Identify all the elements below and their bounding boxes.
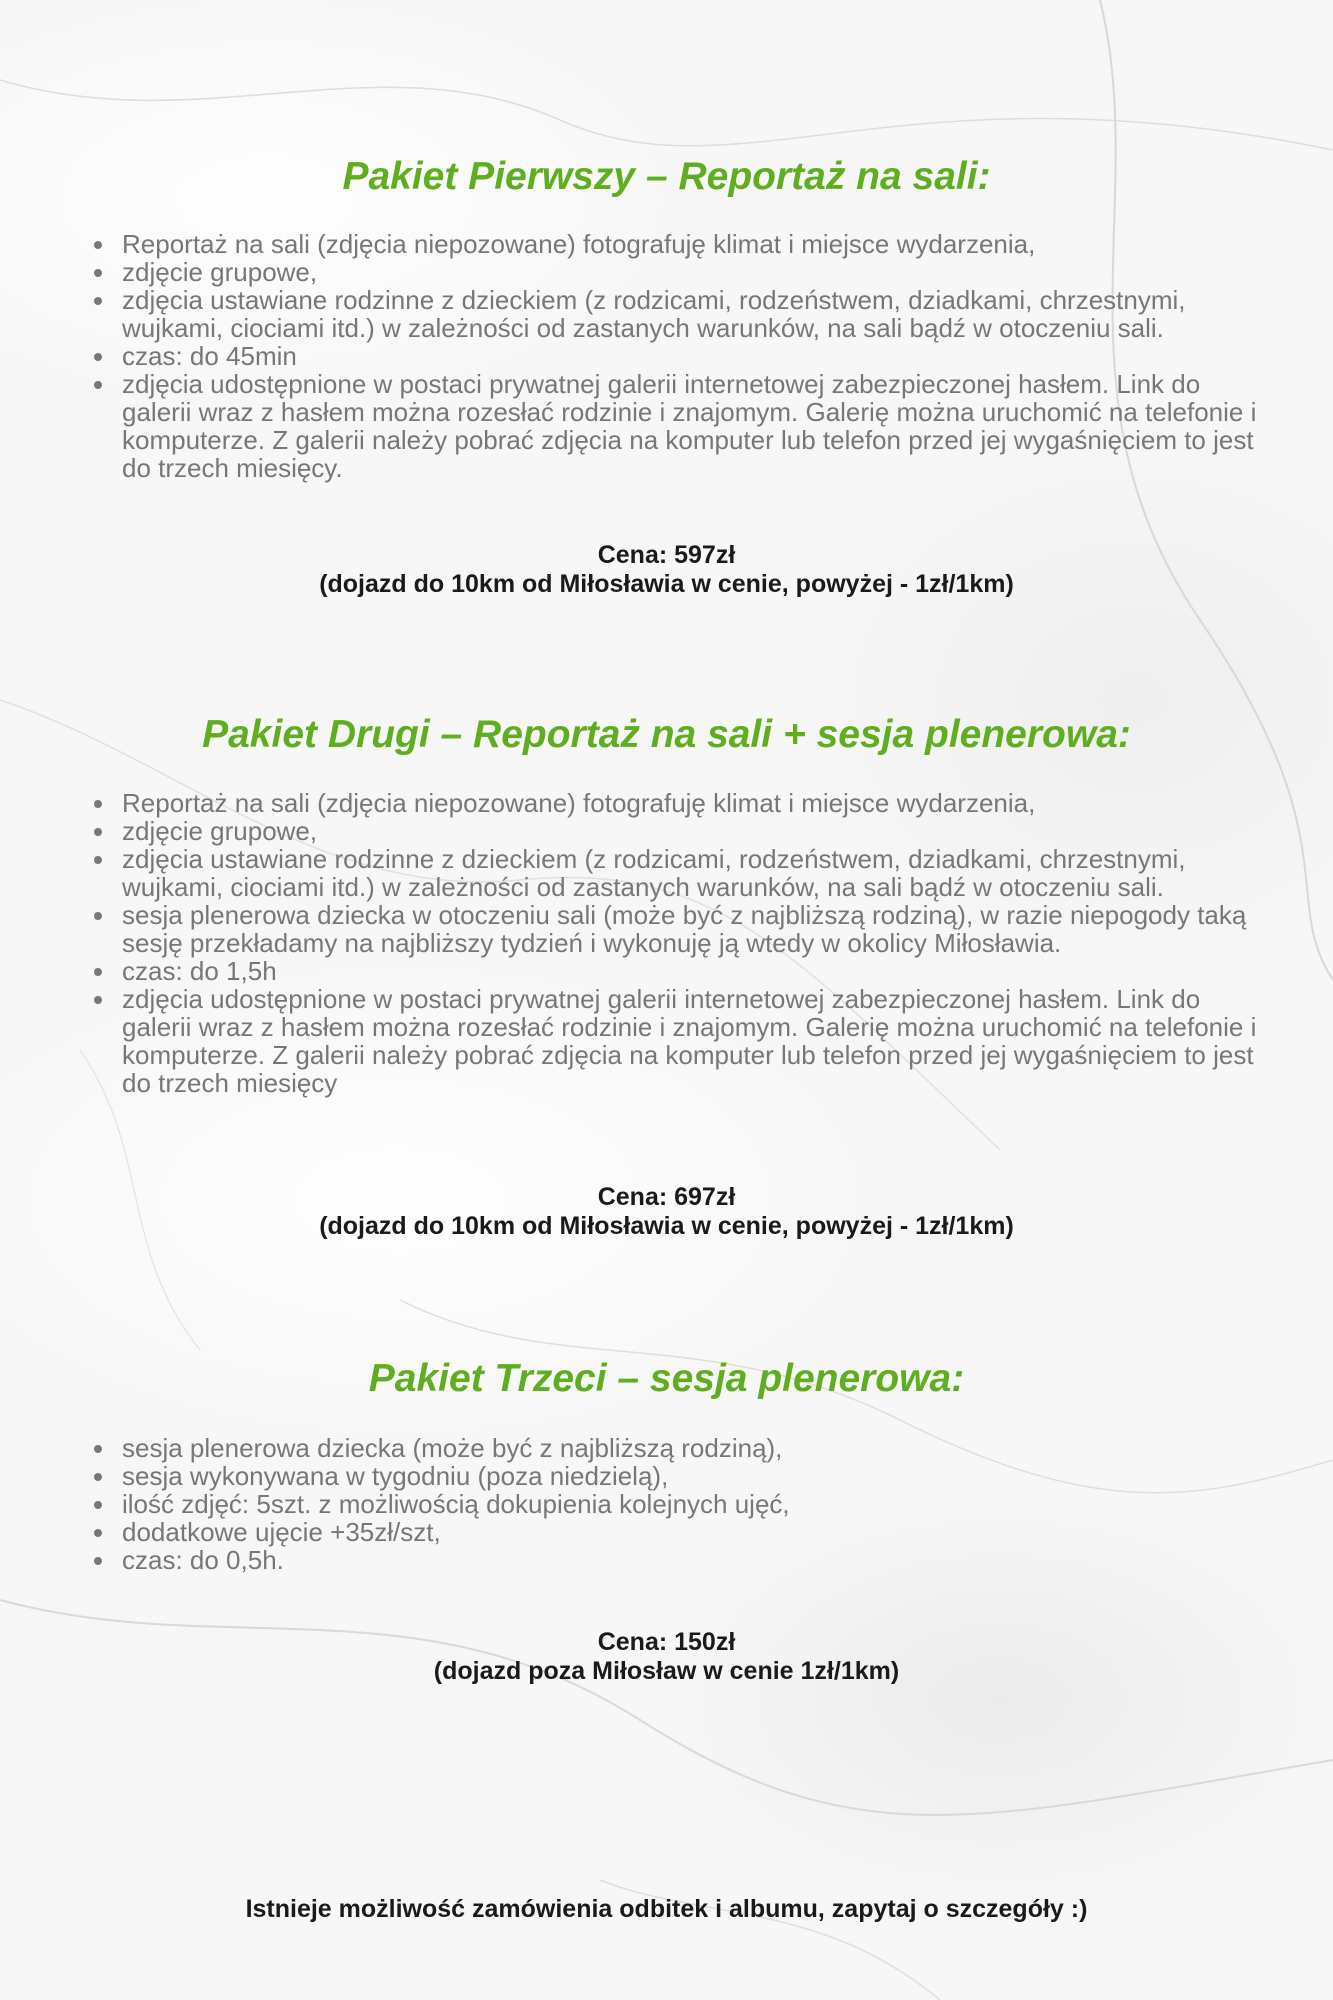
package-1-price: Cena: 597zł bbox=[597, 541, 736, 569]
package-1-price-note: (dojazd do 10km od Miłosławia w cenie, powyżej - 1zł/1km) bbox=[319, 570, 1014, 598]
package-2-section bbox=[0, 713, 1333, 757]
package-2-title: Pakiet Drugi – Reportaż na sali + sesja plenerowa: bbox=[202, 713, 1131, 756]
list-item: sesja wykonywana w tygodniu (poza niedzielą), bbox=[90, 1462, 1260, 1490]
package-2-feature-list bbox=[90, 789, 1260, 1097]
package-3-price: Cena: 150zł bbox=[597, 1628, 736, 1656]
list-item: zdjęcia ustawiane rodzinne z dzieckiem (z rodzicami, rodzeństwem, dziadkami, chrzestnymi, wujkami, ciociami itd.) w zależności od zastanych warunków, na sali bądź w otoczeniu sali. bbox=[90, 845, 1260, 901]
footer-note: Istnieje możliwość zamówienia odbitek i albumu, zapytaj o szczegóły :) bbox=[245, 1895, 1088, 1923]
list-item: sesja plenerowa dziecka w otoczeniu sali (może być z najbliższą rodziną), w razie niepogody taką sesję przekładamy na najbliższy tydzień i wykonuję ją wtedy w okolicy Miłosławia. bbox=[90, 901, 1260, 957]
list-item: zdjęcia udostępnione w postaci prywatnej galerii internetowej zabezpieczonej hasłem. Link do galerii wraz z hasłem można rozesłać rodzinie i znajomym. Galerię można uruchomić na telefonie i komputerze. Z galerii należy pobrać zdjęcia na komputer lub telefon przed jej wygaśnięciem to jest do trzech miesięcy bbox=[90, 985, 1260, 1097]
list-item: zdjęcia udostępnione w postaci prywatnej galerii internetowej zabezpieczonej hasłem. Link do galerii wraz z hasłem można rozesłać rodzinie i znajomym. Galerię można uruchomić na telefonie i komputerze. Z galerii należy pobrać zdjęcia na komputer lub telefon przed jej wygaśnięciem to jest do trzech miesięcy. bbox=[90, 370, 1260, 482]
list-item: sesja plenerowa dziecka (może być z najbliższą rodziną), bbox=[90, 1434, 1260, 1462]
list-item: zdjęcie grupowe, bbox=[90, 817, 1260, 845]
list-item: dodatkowe ujęcie +35zł/szt, bbox=[90, 1518, 1260, 1546]
list-item: zdjęcia ustawiane rodzinne z dzieckiem (z rodzicami, rodzeństwem, dziadkami, chrzestnymi, wujkami, ciociami itd.) w zależności od zastanych warunków, na sali bądź w otoczeniu sali. bbox=[90, 286, 1260, 342]
list-item: czas: do 0,5h. bbox=[90, 1546, 1260, 1574]
package-3-price-block bbox=[0, 1628, 1333, 1686]
package-2-price-block bbox=[0, 1183, 1333, 1241]
package-2-price: Cena: 697zł bbox=[597, 1183, 736, 1211]
list-item: zdjęcie grupowe, bbox=[90, 258, 1260, 286]
list-item: Reportaż na sali (zdjęcia niepozowane) fotografuję klimat i miejsce wydarzenia, bbox=[90, 789, 1260, 817]
package-1-title: Pakiet Pierwszy – Reportaż na sali: bbox=[342, 155, 991, 198]
list-item: czas: do 45min bbox=[90, 342, 1260, 370]
package-3-title: Pakiet Trzeci – sesja plenerowa: bbox=[368, 1357, 965, 1400]
list-item: Reportaż na sali (zdjęcia niepozowane) fotografuję klimat i miejsce wydarzenia, bbox=[90, 230, 1260, 258]
package-1-section bbox=[0, 155, 1333, 199]
package-3-section bbox=[0, 1357, 1333, 1401]
package-2-price-note: (dojazd do 10km od Miłosławia w cenie, powyżej - 1zł/1km) bbox=[319, 1212, 1014, 1240]
list-item: ilość zdjęć: 5szt. z możliwością dokupienia kolejnych ujęć, bbox=[90, 1490, 1260, 1518]
package-3-feature-list bbox=[90, 1434, 1260, 1574]
list-item: czas: do 1,5h bbox=[90, 957, 1260, 985]
package-1-feature-list bbox=[90, 230, 1260, 482]
package-3-price-note: (dojazd poza Miłosław w cenie 1zł/1km) bbox=[433, 1657, 900, 1685]
package-1-price-block bbox=[0, 541, 1333, 599]
